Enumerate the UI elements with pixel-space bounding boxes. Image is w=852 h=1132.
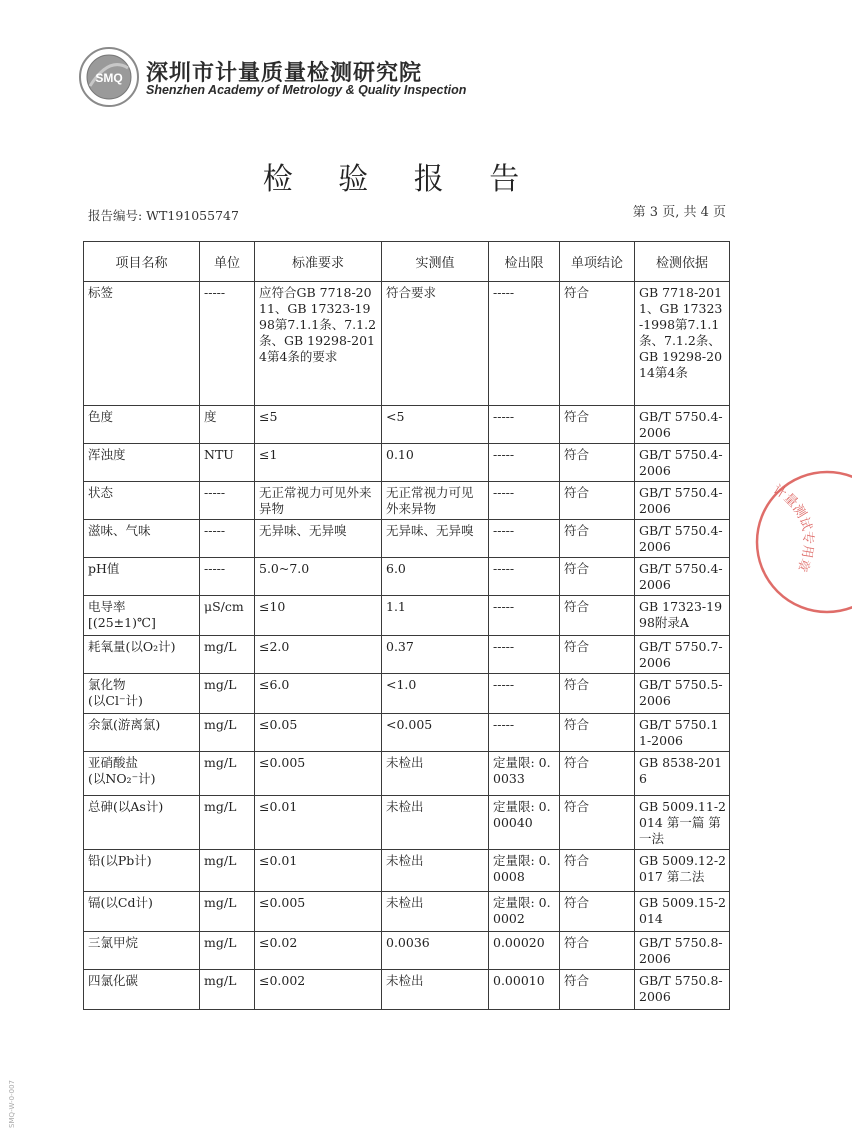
cell-basis: GB/T 5750.4-2006 (635, 558, 730, 596)
cell-unit: ----- (200, 558, 255, 596)
cell-limit: 定量限: 0.00040 (489, 796, 560, 850)
cell-basis: GB/T 5750.4-2006 (635, 444, 730, 482)
cell-item: 总砷(以As计) (84, 796, 200, 850)
cell-basis: GB 5009.11-2014 第一篇 第一法 (635, 796, 730, 850)
cell-basis: GB/T 5750.5-2006 (635, 674, 730, 714)
table-header-row (84, 242, 730, 282)
item-name: 亚硝酸盐 (88, 755, 139, 770)
cell-unit: mg/L (200, 752, 255, 796)
item-note: (以Cl⁻计) (88, 693, 143, 708)
cell-requirement: ≤0.005 (255, 892, 382, 932)
cell-measured: <1.0 (382, 674, 489, 714)
cell-basis: GB/T 5750.8-2006 (635, 970, 730, 1010)
cell-requirement: ≤0.01 (255, 850, 382, 892)
table-row (84, 674, 730, 714)
cell-limit: ----- (489, 406, 560, 444)
cell-limit: ----- (489, 482, 560, 520)
cell-conclusion: 符合 (560, 636, 635, 674)
results-table (83, 241, 730, 1010)
header-unit: 单位 (200, 242, 255, 282)
cell-limit: 0.00020 (489, 932, 560, 970)
cell-item: 色度 (84, 406, 200, 444)
cell-requirement: 5.0~7.0 (255, 558, 382, 596)
cell-requirement: ≤10 (255, 596, 382, 636)
cell-item: 三氯甲烷 (84, 932, 200, 970)
table-row (84, 850, 730, 892)
table-row (84, 520, 730, 558)
table-row (84, 714, 730, 752)
header-conclusion: 单项结论 (560, 242, 635, 282)
cell-basis: GB 7718-2011、GB 17323-1998第7.1.1条、7.1.2条、GB 19298-2014第4条 (635, 282, 730, 406)
cell-unit: 度 (200, 406, 255, 444)
cell-limit: ----- (489, 674, 560, 714)
table-row (84, 482, 730, 520)
stamp-text: 计量测试专用章 (770, 482, 816, 574)
cell-basis: GB 8538-2016 (635, 752, 730, 796)
cell-item (84, 596, 200, 636)
cell-item (84, 752, 200, 796)
cell-unit: NTU (200, 444, 255, 482)
cell-item: 耗氧量(以O₂计) (84, 636, 200, 674)
cell-conclusion: 符合 (560, 444, 635, 482)
cell-unit: mg/L (200, 932, 255, 970)
cell-item: 标签 (84, 282, 200, 406)
cell-measured: 0.0036 (382, 932, 489, 970)
cell-limit: ----- (489, 520, 560, 558)
cell-limit: ----- (489, 282, 560, 406)
official-stamp (742, 462, 852, 622)
cell-unit: mg/L (200, 714, 255, 752)
header-basis: 检测依据 (635, 242, 730, 282)
header-measured: 实测值 (382, 242, 489, 282)
cell-conclusion: 符合 (560, 796, 635, 850)
cell-requirement: ≤5 (255, 406, 382, 444)
cell-measured: 未检出 (382, 796, 489, 850)
cell-unit: μS/cm (200, 596, 255, 636)
cell-unit: mg/L (200, 636, 255, 674)
cell-unit: mg/L (200, 674, 255, 714)
cell-measured: 0.37 (382, 636, 489, 674)
cell-unit: mg/L (200, 850, 255, 892)
cell-requirement: 无正常视力可见外来异物 (255, 482, 382, 520)
item-name: 氯化物 (88, 677, 126, 692)
cell-requirement: ≤0.01 (255, 796, 382, 850)
header-limit: 检出限 (489, 242, 560, 282)
cell-conclusion: 符合 (560, 970, 635, 1010)
cell-basis: GB 5009.15-2014 (635, 892, 730, 932)
cell-limit: 定量限: 0.0008 (489, 850, 560, 892)
table-row (84, 282, 730, 406)
table-row (84, 444, 730, 482)
cell-limit: 定量限: 0.0033 (489, 752, 560, 796)
document-title: 检 验 报 告 (262, 162, 538, 197)
cell-conclusion: 符合 (560, 932, 635, 970)
cell-limit: ----- (489, 444, 560, 482)
org-name-en: Shenzhen Academy of Metrology & Quality Inspection (146, 83, 467, 97)
form-code: SMQ-W-0-007 (8, 1080, 16, 1128)
cell-conclusion: 符合 (560, 406, 635, 444)
cell-item: 浑浊度 (84, 444, 200, 482)
table-row (84, 558, 730, 596)
cell-requirement: 无异味、无异嗅 (255, 520, 382, 558)
cell-requirement: ≤0.002 (255, 970, 382, 1010)
item-note: [(25±1)℃] (88, 615, 156, 630)
table-row (84, 932, 730, 970)
cell-basis: GB/T 5750.4-2006 (635, 520, 730, 558)
cell-measured: 1.1 (382, 596, 489, 636)
cell-measured: 0.10 (382, 444, 489, 482)
cell-limit: ----- (489, 558, 560, 596)
cell-measured: 无正常视力可见外来异物 (382, 482, 489, 520)
cell-measured: 符合要求 (382, 282, 489, 406)
table-row (84, 752, 730, 796)
page-info: 第 3 页, 共 4 页 (632, 205, 726, 220)
cell-requirement: 应符合GB 7718-2011、GB 17323-1998第7.1.1条、7.1.2条、GB 19298-2014第4条的要求 (255, 282, 382, 406)
table-row (84, 970, 730, 1010)
cell-requirement: ≤0.005 (255, 752, 382, 796)
cell-conclusion: 符合 (560, 482, 635, 520)
cell-requirement: ≤2.0 (255, 636, 382, 674)
cell-measured: 无异味、无异嗅 (382, 520, 489, 558)
table-row (84, 796, 730, 850)
cell-item: pH值 (84, 558, 200, 596)
cell-measured: 未检出 (382, 892, 489, 932)
header-requirement: 标准要求 (255, 242, 382, 282)
cell-basis: GB/T 5750.4-2006 (635, 482, 730, 520)
cell-conclusion: 符合 (560, 558, 635, 596)
cell-basis: GB/T 5750.4-2006 (635, 406, 730, 444)
cell-basis: GB/T 5750.7-2006 (635, 636, 730, 674)
cell-unit: mg/L (200, 970, 255, 1010)
cell-basis: GB 17323-1998附录A (635, 596, 730, 636)
table-row (84, 406, 730, 444)
cell-measured: 未检出 (382, 850, 489, 892)
cell-basis: GB/T 5750.8-2006 (635, 932, 730, 970)
header-item: 项目名称 (84, 242, 200, 282)
cell-requirement: ≤0.05 (255, 714, 382, 752)
cell-conclusion: 符合 (560, 850, 635, 892)
cell-item: 滋味、气味 (84, 520, 200, 558)
cell-item (84, 674, 200, 714)
cell-measured: 未检出 (382, 970, 489, 1010)
cell-item: 余氯(游离氯) (84, 714, 200, 752)
smq-logo (78, 46, 140, 108)
report-number: 报告编号: WT191055747 (88, 208, 239, 223)
cell-requirement: ≤6.0 (255, 674, 382, 714)
cell-item: 状态 (84, 482, 200, 520)
cell-measured: <0.005 (382, 714, 489, 752)
org-name-cn: 深圳市计量质量检测研究院 (146, 61, 423, 86)
cell-unit: mg/L (200, 892, 255, 932)
cell-requirement: ≤1 (255, 444, 382, 482)
cell-conclusion: 符合 (560, 596, 635, 636)
cell-requirement: ≤0.02 (255, 932, 382, 970)
cell-limit: ----- (489, 714, 560, 752)
cell-measured: 6.0 (382, 558, 489, 596)
cell-conclusion: 符合 (560, 674, 635, 714)
cell-unit: mg/L (200, 796, 255, 850)
cell-limit: 定量限: 0.0002 (489, 892, 560, 932)
item-note: (以NO₂⁻计) (88, 771, 156, 786)
cell-basis: GB/T 5750.11-2006 (635, 714, 730, 752)
table-row (84, 892, 730, 932)
table-row (84, 636, 730, 674)
cell-limit: 0.00010 (489, 970, 560, 1010)
logo-text: SMQ (95, 71, 123, 85)
cell-limit: ----- (489, 596, 560, 636)
cell-item: 镉(以Cd计) (84, 892, 200, 932)
cell-measured: 未检出 (382, 752, 489, 796)
cell-limit: ----- (489, 636, 560, 674)
cell-unit: ----- (200, 482, 255, 520)
cell-item: 四氯化碳 (84, 970, 200, 1010)
cell-unit: ----- (200, 520, 255, 558)
table-row (84, 596, 730, 636)
cell-conclusion: 符合 (560, 282, 635, 406)
item-name: 电导率 (88, 599, 126, 614)
cell-conclusion: 符合 (560, 520, 635, 558)
cell-item: 铅(以Pb计) (84, 850, 200, 892)
cell-conclusion: 符合 (560, 892, 635, 932)
cell-conclusion: 符合 (560, 714, 635, 752)
cell-basis: GB 5009.12-2017 第二法 (635, 850, 730, 892)
cell-conclusion: 符合 (560, 752, 635, 796)
cell-measured: <5 (382, 406, 489, 444)
cell-unit: ----- (200, 282, 255, 406)
